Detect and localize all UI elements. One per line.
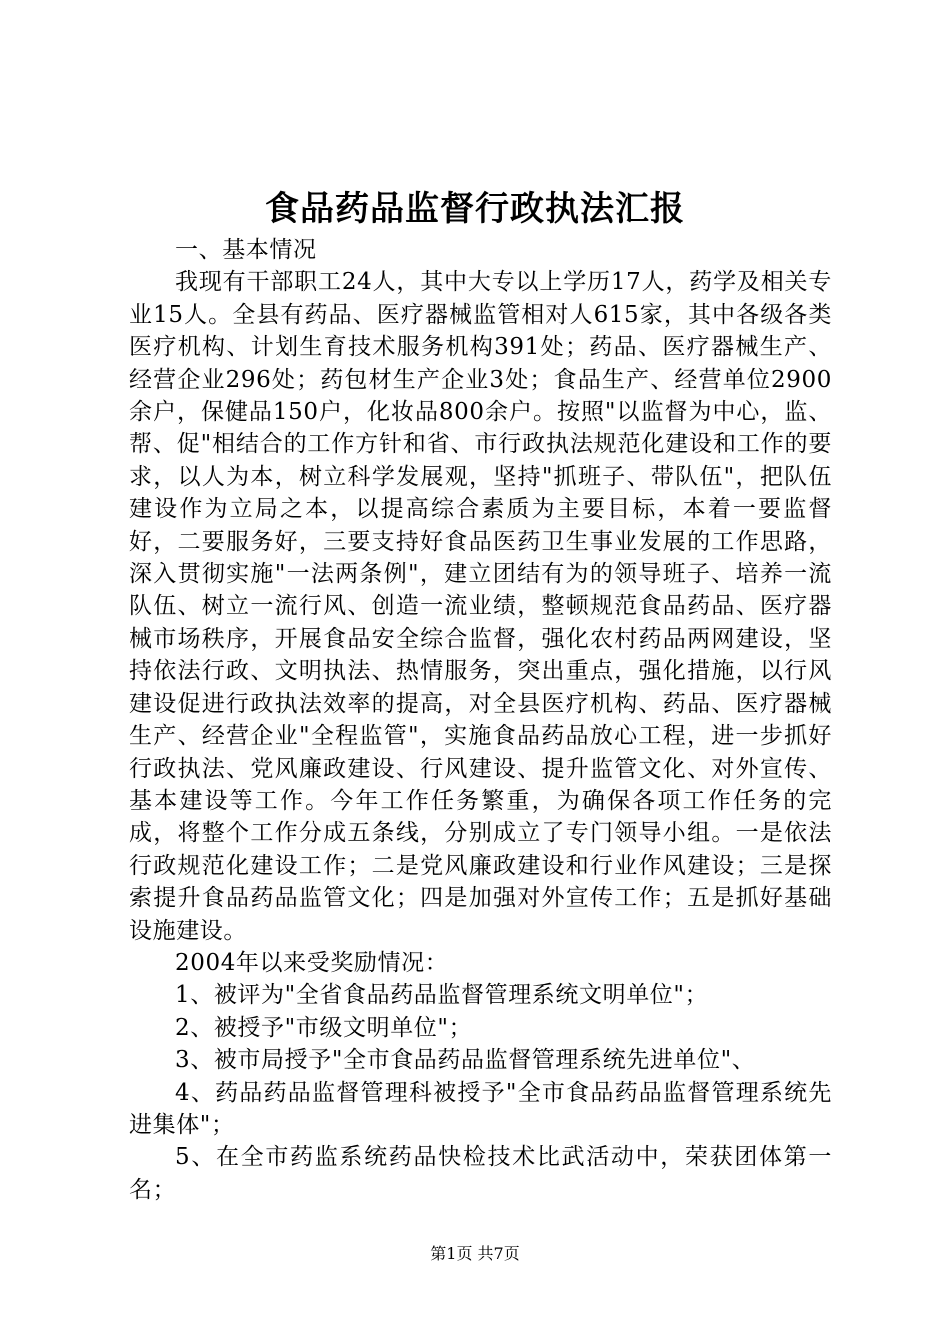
document-title: 食品药品监督行政执法汇报 (265, 189, 685, 229)
awards-heading: 2004年以来受奖励情况： (175, 949, 449, 976)
body-paragraph: 我现有干部职工24人，其中大专以上学历17人，药学及相关专业15人。全县有药品、医疗器械监管相对人615家，其中各级各类医疗机构、计划生育技术服务机构391处；药品、医疗器械生产、经营企业296处；药包材生产企业3处；食品生产、经营单位2900余户，保健品150户，化妆品800余户。按照"以监督为中心，监、帮、促"相结合的工作方针和省、市行政执法规范化建设和工作的要求，以人为本，树立科学发展观，坚持"抓班子、带队伍"，把队伍建设作为立局之本，以提高综合素质为主要目标，本着一要监督好，二要服务好，三要支持好食品医药卫生事业发展的工作思路，深入贯彻实施"一法两条例"，建立团结有为的领导班子、培养一流队伍、树立一流行风、创造一流业绩，整顿规范食品药品、医疗器械市场秩序，开展食品安全综合监督，强化农村药品两网建设，坚持依法行政、文明执法、热情服务，突出重点，强化措施，以行风建设促进行政执法效率的提高，对全县医疗机构、药品、医疗器械生产、经营企业"全程监管"，实施食品药品放心工程，进一步抓好行政执法、党风廉政建设、行风建设、提升监管文化、对外宣传、基本建设等工作。今年工作任务繁重，为确保各项工作任务的完成，将整个工作分成五条线，分别成立了专门领导小组。一是依法行政规范化建设工作；二是党风廉政建设和行业作风建设；三是探索提升食品药品监管文化；四是加强对外宣传工作；五是抓好基础设施建设。 (129, 269, 832, 944)
award-item: 1、被评为"全省食品药品监督管理系统文明单位"； (175, 982, 709, 1009)
award-item: 5、在全市药监系统药品快检技术比武活动中，荣获团体第一名； (129, 1144, 832, 1203)
page-number-footer: 第1页 共7页 (430, 1244, 520, 1263)
award-item: 3、被市局授予"全市食品药品监督管理系统先进单位"、 (175, 1047, 756, 1074)
document-body (129, 234, 832, 1206)
award-item: 2、被授予"市级文明单位"； (175, 1014, 473, 1041)
section-heading: 一、基本情况 (175, 237, 317, 263)
award-item: 4、药品药品监督管理科被授予"全市食品药品监督管理系统先进集体"； (129, 1079, 832, 1138)
